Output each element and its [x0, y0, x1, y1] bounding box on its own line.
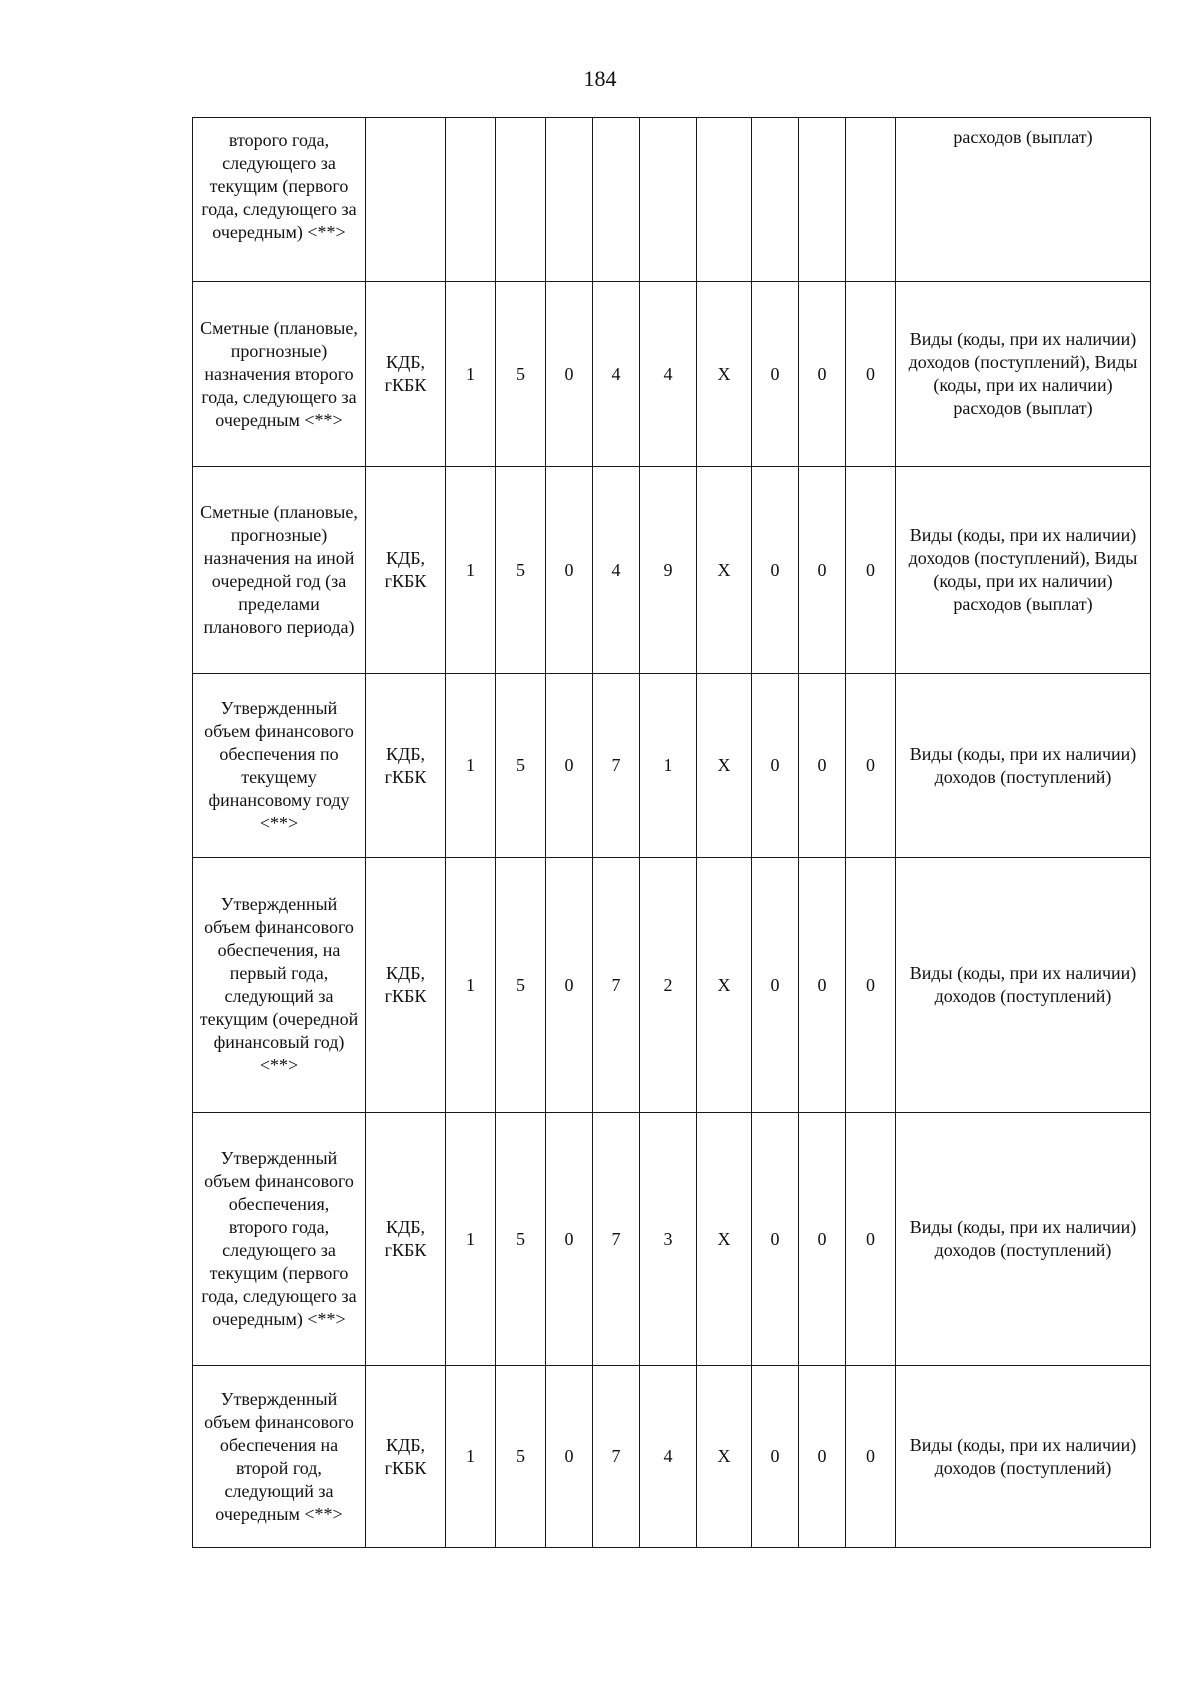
digit-cell: 0 — [546, 282, 593, 467]
digit-cell: 1 — [446, 282, 496, 467]
digit-cell: 0 — [799, 467, 846, 674]
digit-cell: 5 — [496, 282, 546, 467]
digit-cell: 0 — [799, 674, 846, 858]
account-name-cell: Сметные (плановые, прогнозные) назначения на иной очередной год (за пределами планового периода) — [193, 467, 366, 674]
digit-cell: 0 — [799, 282, 846, 467]
digit-cell: 4 — [640, 1366, 697, 1548]
source-cell: КДБ, гКБК — [366, 282, 446, 467]
digit-cell: 0 — [799, 858, 846, 1113]
digit-cell: 5 — [496, 467, 546, 674]
digit-cell: 0 — [546, 674, 593, 858]
digit-cell: 0 — [752, 858, 799, 1113]
account-name-cell: Утвержденный объем финансового обеспечения по текущему финансовому году <**> — [193, 674, 366, 858]
table-row — [193, 674, 1151, 858]
digit-cell: 0 — [799, 1113, 846, 1366]
account-name-cell: Утвержденный объем финансового обеспечения, второго года, следующего за текущим (первого года, следующего за очередным) <**> — [193, 1113, 366, 1366]
digit-cell: 0 — [846, 858, 896, 1113]
digit-cell: 2 — [640, 858, 697, 1113]
digit-cell: 0 — [546, 1113, 593, 1366]
source-cell: КДБ, гКБК — [366, 467, 446, 674]
digit-cell: 1 — [446, 1366, 496, 1548]
digit-cell: 3 — [640, 1113, 697, 1366]
digit-cell: 1 — [446, 674, 496, 858]
digit-cell — [752, 118, 799, 282]
source-cell: КДБ, гКБК — [366, 1113, 446, 1366]
description-cell: Виды (коды, при их наличии) доходов (поступлений) — [896, 674, 1151, 858]
digit-cell — [546, 118, 593, 282]
description-cell: Виды (коды, при их наличии) доходов (поступлений) — [896, 1113, 1151, 1366]
account-name-cell: Сметные (плановые, прогнозные) назначения второго года, следующего за очередным <**> — [193, 282, 366, 467]
account-name-cell: Утвержденный объем финансового обеспечения, на первый года, следующий за текущим (очередной финансовый год) <**> — [193, 858, 366, 1113]
account-codes-table — [192, 117, 1151, 1548]
digit-cell: 0 — [546, 858, 593, 1113]
table-row — [193, 118, 1151, 282]
digit-cell: 4 — [640, 282, 697, 467]
description-cell: Виды (коды, при их наличии) доходов (поступлений), Виды (коды, при их наличии) расходов (выплат) — [896, 282, 1151, 467]
digit-cell: 1 — [640, 674, 697, 858]
digit-cell: 0 — [846, 467, 896, 674]
digit-cell: 7 — [593, 1366, 640, 1548]
source-cell: КДБ, гКБК — [366, 1366, 446, 1548]
digit-cell: 1 — [446, 1113, 496, 1366]
digit-cell: 1 — [446, 858, 496, 1113]
digit-cell: X — [697, 858, 752, 1113]
digit-cell — [496, 118, 546, 282]
source-cell: КДБ, гКБК — [366, 858, 446, 1113]
digit-cell: 7 — [593, 674, 640, 858]
digit-cell: 4 — [593, 467, 640, 674]
digit-cell: 0 — [546, 467, 593, 674]
digit-cell: 7 — [593, 1113, 640, 1366]
digit-cell: 0 — [752, 282, 799, 467]
digit-cell: 9 — [640, 467, 697, 674]
digit-cell: X — [697, 467, 752, 674]
source-cell: КДБ, гКБК — [366, 674, 446, 858]
digit-cell: 0 — [799, 1366, 846, 1548]
digit-cell: X — [697, 1113, 752, 1366]
table-row — [193, 1113, 1151, 1366]
digit-cell: 1 — [446, 467, 496, 674]
digit-cell — [640, 118, 697, 282]
digit-cell: 5 — [496, 1113, 546, 1366]
source-cell — [366, 118, 446, 282]
table-row — [193, 858, 1151, 1113]
table-row — [193, 282, 1151, 467]
account-name-cell: Утвержденный объем финансового обеспечения на второй год, следующий за очередным <**> — [193, 1366, 366, 1548]
digit-cell: 0 — [752, 674, 799, 858]
page-number: 184 — [583, 66, 617, 91]
digit-cell: 0 — [752, 1113, 799, 1366]
digit-cell — [446, 118, 496, 282]
digit-cell — [593, 118, 640, 282]
digit-cell: 7 — [593, 858, 640, 1113]
description-cell: расходов (выплат) — [896, 118, 1151, 282]
digit-cell: 5 — [496, 858, 546, 1113]
digit-cell: 4 — [593, 282, 640, 467]
digit-cell: 0 — [546, 1366, 593, 1548]
account-name-cell: второго года, следующего за текущим (первого года, следующего за очередным) <**> — [193, 118, 366, 282]
description-cell: Виды (коды, при их наличии) доходов (поступлений), Виды (коды, при их наличии) расходов (выплат) — [896, 467, 1151, 674]
digit-cell: 0 — [846, 1366, 896, 1548]
digit-cell: 5 — [496, 1366, 546, 1548]
description-cell: Виды (коды, при их наличии) доходов (поступлений) — [896, 858, 1151, 1113]
digit-cell: 0 — [846, 674, 896, 858]
table-row — [193, 1366, 1151, 1548]
digit-cell — [697, 118, 752, 282]
description-cell: Виды (коды, при их наличии) доходов (поступлений) — [896, 1366, 1151, 1548]
digit-cell: 0 — [752, 1366, 799, 1548]
digit-cell: X — [697, 674, 752, 858]
digit-cell — [846, 118, 896, 282]
digit-cell: 0 — [752, 467, 799, 674]
table-row — [193, 467, 1151, 674]
digit-cell: X — [697, 1366, 752, 1548]
digit-cell: X — [697, 282, 752, 467]
digit-cell: 0 — [846, 1113, 896, 1366]
digit-cell — [799, 118, 846, 282]
digit-cell: 5 — [496, 674, 546, 858]
digit-cell: 0 — [846, 282, 896, 467]
